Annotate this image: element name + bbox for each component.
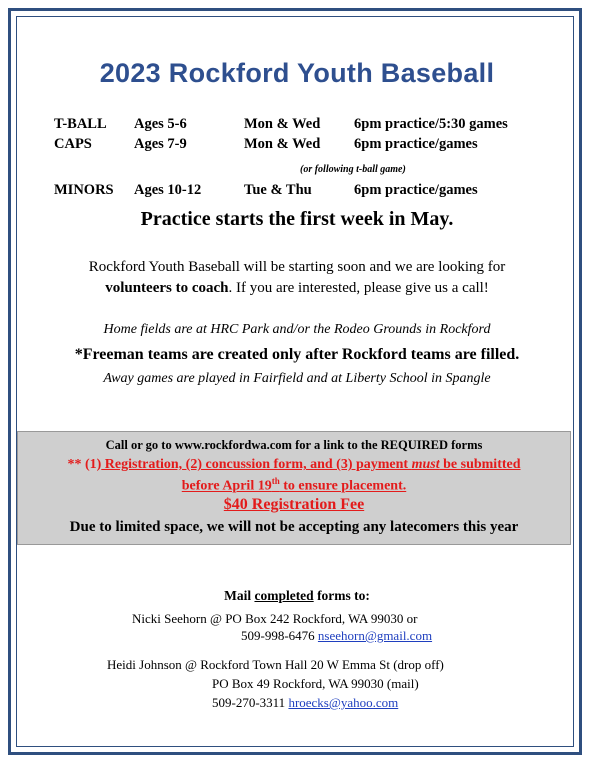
- volunteer-rest: . If you are interested, please give us a call!: [228, 280, 489, 296]
- registration-fee: $40 Registration Fee: [223, 496, 365, 513]
- reg-prefix: ** (1): [67, 457, 102, 472]
- email-link[interactable]: nseehorn@gmail.com: [317, 628, 433, 643]
- phone: 509-998-6476: [241, 628, 315, 643]
- mail-suffix: forms to:: [313, 588, 370, 603]
- home-fields: Home fields are at HRC Park and/or the Rodeo Grounds in Rockford: [103, 322, 491, 337]
- contact-nicki-phone-line: [241, 628, 432, 644]
- ages: Ages 7-9: [134, 136, 187, 152]
- days: Tue & Thu: [244, 182, 312, 198]
- registration-notice-box: [17, 431, 571, 545]
- limited-space: Due to limited space, we will not be accepting any latecomers this year: [69, 519, 519, 535]
- days: Mon & Wed: [244, 136, 321, 152]
- caps-note: (or following t-ball game): [300, 164, 406, 175]
- contact-heidi-phone-line: [212, 695, 398, 711]
- time: 6pm practice/games: [354, 136, 478, 152]
- registration-deadline: [18, 476, 570, 495]
- reg-must: must: [411, 457, 440, 472]
- reg-text-a: Registration, (2) concussion form, and (3) payment: [101, 457, 412, 472]
- deadline-b: to ensure placement.: [279, 478, 407, 494]
- division: CAPS: [54, 136, 92, 152]
- email-link[interactable]: hroecks@yahoo.com: [288, 695, 399, 710]
- mail-heading: [0, 588, 594, 604]
- mail-prefix: Mail: [224, 588, 255, 603]
- deadline-sup: th: [271, 476, 280, 486]
- division: T-BALL: [54, 116, 107, 132]
- time: 6pm practice/5:30 games: [354, 116, 508, 132]
- ages: Ages 5-6: [134, 116, 187, 132]
- forms-line: Call or go to www.rockfordwa.com for a link to the REQUIRED forms: [105, 438, 483, 452]
- phone: 509-270-3311: [212, 695, 286, 710]
- time: 6pm practice/games: [354, 182, 478, 198]
- reg-text-b: be submitted: [439, 457, 521, 472]
- volunteer-paragraph: [0, 257, 594, 299]
- away-games: Away games are played in Fairfield and at Liberty School in Spangle: [103, 371, 491, 386]
- volunteer-line-1: Rockford Youth Baseball will be starting soon and we are looking for: [88, 259, 506, 275]
- mail-completed: completed: [254, 588, 314, 603]
- practice-start: Practice starts the first week in May.: [140, 208, 454, 230]
- freeman-note: *Freeman teams are created only after Rockford teams are filled.: [74, 346, 520, 363]
- deadline-a: before April 19: [181, 478, 272, 494]
- registration-requirements: [18, 457, 570, 473]
- contact-nicki-address: Nicki Seehorn @ PO Box 242 Rockford, WA 99030 or: [132, 611, 418, 626]
- volunteer-bold: volunteers to coach: [105, 280, 229, 296]
- division: MINORS: [54, 182, 114, 198]
- ages: Ages 10-12: [134, 182, 202, 198]
- contact-heidi-address: Heidi Johnson @ Rockford Town Hall 20 W Emma St (drop off): [107, 657, 444, 672]
- days: Mon & Wed: [244, 116, 321, 132]
- page-title: 2023 Rockford Youth Baseball: [99, 58, 495, 88]
- contact-heidi-mail: PO Box 49 Rockford, WA 99030 (mail): [212, 676, 419, 691]
